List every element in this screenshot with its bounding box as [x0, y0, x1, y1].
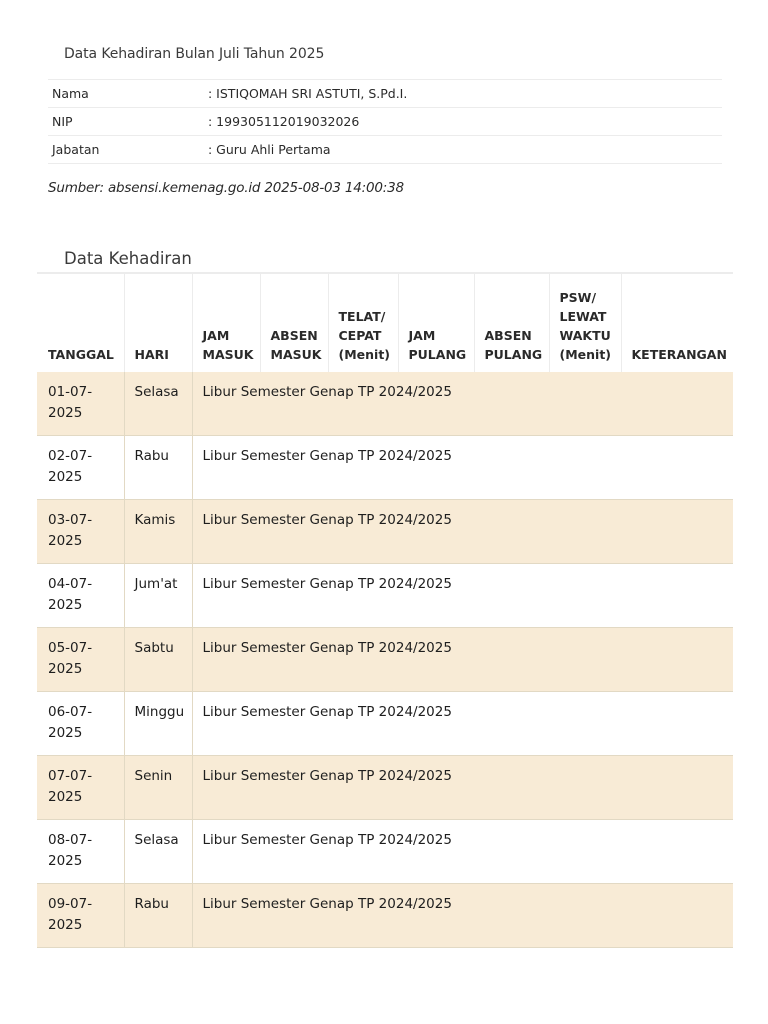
header-psw-lewat-waktu: PSW/ LEWAT WAKTU (Menit) [549, 273, 621, 373]
table-row [37, 564, 733, 628]
cell-tanggal: 09-07-2025 [37, 884, 124, 948]
cell-note: Libur Semester Genap TP 2024/2025 [192, 756, 733, 820]
section-title: Data Kehadiran [64, 249, 192, 268]
cell-hari: Senin [124, 756, 192, 820]
jabatan-value: : Guru Ahli Pertama [208, 142, 331, 157]
jabatan-label: Jabatan [52, 142, 100, 157]
cell-note: Libur Semester Genap TP 2024/2025 [192, 564, 733, 628]
cell-hari: Rabu [124, 884, 192, 948]
employee-name-row [48, 80, 722, 108]
cell-hari: Selasa [124, 820, 192, 884]
header-absen-masuk: ABSEN MASUK [260, 273, 328, 373]
cell-note: Libur Semester Genap TP 2024/2025 [192, 436, 733, 500]
cell-tanggal: 05-07-2025 [37, 628, 124, 692]
cell-tanggal: 02-07-2025 [37, 436, 124, 500]
header-jam-masuk: JAM MASUK [192, 273, 260, 373]
name-label: Nama [52, 86, 89, 101]
header-jam-pulang: JAM PULANG [398, 273, 474, 373]
employee-info-table [48, 79, 722, 164]
table-row [37, 500, 733, 564]
header-tanggal: TANGGAL [37, 273, 124, 373]
cell-tanggal: 07-07-2025 [37, 756, 124, 820]
table-header-row [37, 273, 733, 373]
header-telat-cepat: TELAT/ CEPAT (Menit) [328, 273, 398, 373]
cell-hari: Rabu [124, 436, 192, 500]
header-hari: HARI [124, 273, 192, 373]
name-value: : ISTIQOMAH SRI ASTUTI, S.Pd.I. [208, 86, 408, 101]
cell-note: Libur Semester Genap TP 2024/2025 [192, 692, 733, 756]
table-row [37, 628, 733, 692]
cell-hari: Sabtu [124, 628, 192, 692]
attendance-table [37, 272, 733, 948]
header-absen-pulang: ABSEN PULANG [474, 273, 549, 373]
cell-hari: Selasa [124, 372, 192, 436]
cell-note: Libur Semester Genap TP 2024/2025 [192, 628, 733, 692]
cell-note: Libur Semester Genap TP 2024/2025 [192, 884, 733, 948]
cell-note: Libur Semester Genap TP 2024/2025 [192, 372, 733, 436]
table-row [37, 884, 733, 948]
source-note: Sumber: absensi.kemenag.go.id 2025-08-03 14:00:38 [48, 180, 404, 196]
cell-tanggal: 03-07-2025 [37, 500, 124, 564]
cell-tanggal: 04-07-2025 [37, 564, 124, 628]
cell-note: Libur Semester Genap TP 2024/2025 [192, 820, 733, 884]
table-row [37, 820, 733, 884]
cell-hari: Minggu [124, 692, 192, 756]
employee-nip-row [48, 108, 722, 136]
table-row [37, 436, 733, 500]
cell-tanggal: 08-07-2025 [37, 820, 124, 884]
table-row [37, 692, 733, 756]
cell-hari: Jum'at [124, 564, 192, 628]
employee-jabatan-row [48, 136, 722, 164]
header-keterangan: KETERANGAN [621, 273, 733, 373]
cell-tanggal: 06-07-2025 [37, 692, 124, 756]
table-row [37, 756, 733, 820]
table-row [37, 372, 733, 436]
cell-note: Libur Semester Genap TP 2024/2025 [192, 500, 733, 564]
cell-hari: Kamis [124, 500, 192, 564]
page-title: Data Kehadiran Bulan Juli Tahun 2025 [64, 46, 325, 62]
nip-value: : 199305112019032026 [208, 114, 360, 129]
cell-tanggal: 01-07-2025 [37, 372, 124, 436]
nip-label: NIP [52, 114, 73, 129]
